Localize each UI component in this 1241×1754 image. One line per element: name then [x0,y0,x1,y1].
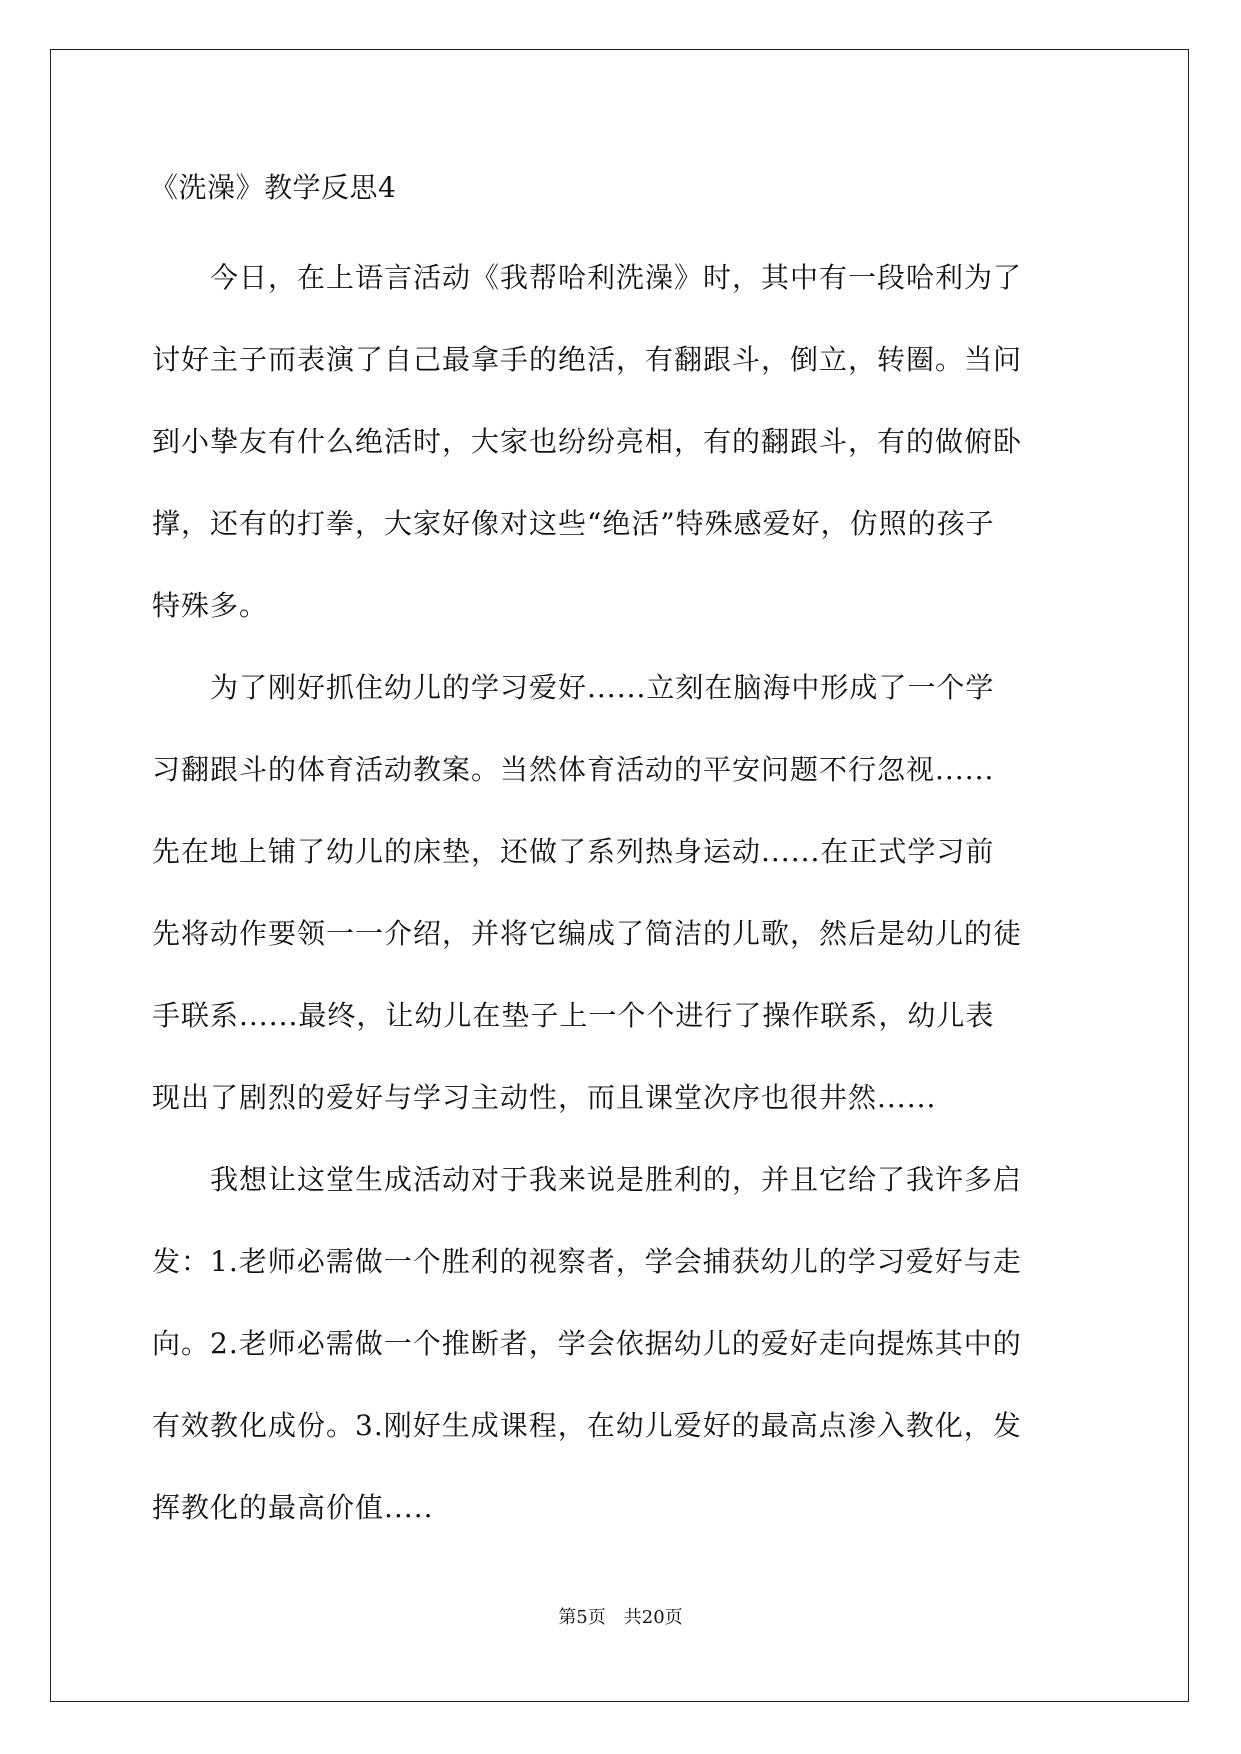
body-line: 有效教化成份。3.刚好生成课程，在幼儿爱好的最高点渗入教化，发 [152,1409,1022,1442]
body-line: 到小挚友有什么绝活时，大家也纷纷亮相，有的翻跟斗，有的做俯卧 [152,425,1023,458]
body-line: 特殊多。 [152,589,269,622]
body-line: 为了刚好抓住幼儿的学习爱好......立刻在脑海中形成了一个学 [152,671,995,704]
body-line: 发：1.老师必需做一个胜利的视察者，学会捕获幼儿的学习爱好与走 [152,1245,1022,1278]
body-line: 手联系......最终，让幼儿在垫子上一个个进行了操作联系，幼儿表 [152,999,995,1032]
body-line: 挥教化的最高价值..... [152,1491,434,1524]
body-line: 现出了剧烈的爱好与学习主动性，而且课堂次序也很井然...... [152,1081,937,1114]
body-line: 先在地上铺了幼儿的床垫，还做了系列热身运动......在正式学习前 [152,835,995,868]
body-line: 今日，在上语言活动《我帮哈利洗澡》时，其中有一段哈利为了 [152,261,1023,294]
body-line: 习翻跟斗的体育活动教案。当然体育活动的平安问题不行忽视...... [152,753,995,786]
body-line: 讨好主子而表演了自己最拿手的绝活，有翻跟斗，倒立，转圈。当问 [152,343,1023,376]
body-line: 先将动作要领一一介绍，并将它编成了简洁的儿歌，然后是幼儿的徒 [152,917,1023,950]
document-title: 《洗澡》教学反思4 [150,171,397,204]
body-line: 向。2.老师必需做一个推断者，学会依据幼儿的爱好走向提炼其中的 [152,1327,1022,1360]
body-line: 我想让这堂生成活动对于我来说是胜利的，并且它给了我许多启 [152,1163,1023,1196]
page-number-footer: 第5页 共20页 [558,1607,683,1628]
body-line: 撑，还有的打拳，大家好像对这些“绝活”特殊感爱好，仿照的孩子 [152,507,995,540]
